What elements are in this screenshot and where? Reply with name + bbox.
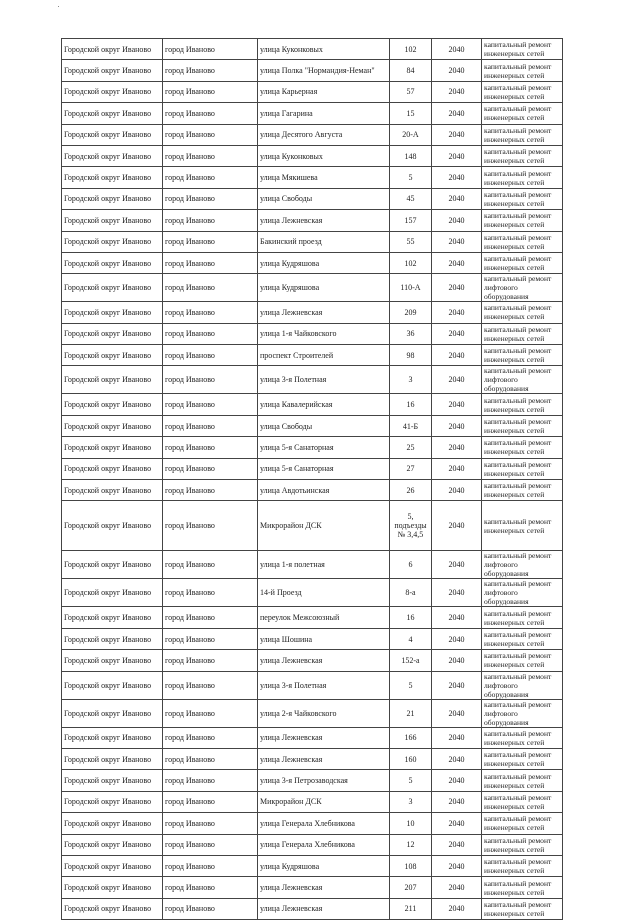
year-cell: 2040 [432, 607, 482, 628]
table-row [62, 480, 563, 501]
house-number-cell: 102 [390, 252, 432, 273]
work-type-cell: капитальный ремонт инженерных сетей [482, 748, 563, 769]
district-cell: Городской округ Иваново [62, 437, 163, 458]
house-number-cell: 16 [390, 394, 432, 415]
table-row [62, 366, 563, 394]
district-cell: Городской округ Иваново [62, 877, 163, 898]
year-cell: 2040 [432, 103, 482, 124]
year-cell: 2040 [432, 480, 482, 501]
city-cell: город Иваново [163, 231, 258, 252]
house-number-cell: 160 [390, 748, 432, 769]
district-cell: Городской округ Иваново [62, 770, 163, 791]
district-cell: Городской округ Иваново [62, 898, 163, 919]
city-cell: город Иваново [163, 770, 258, 791]
table-row [62, 437, 563, 458]
district-cell: Городской округ Иваново [62, 188, 163, 209]
street-cell: улица Кудряшова [258, 274, 390, 302]
table-row [62, 394, 563, 415]
work-type-cell: капитальный ремонт инженерных сетей [482, 628, 563, 649]
year-cell: 2040 [432, 877, 482, 898]
house-number-cell: 98 [390, 345, 432, 366]
house-number-cell: 157 [390, 210, 432, 231]
year-cell: 2040 [432, 579, 482, 607]
house-number-cell: 84 [390, 60, 432, 81]
street-cell: улица Лежневская [258, 877, 390, 898]
district-cell: Городской округ Иваново [62, 167, 163, 188]
work-type-cell: капитальный ремонт инженерных сетей [482, 167, 563, 188]
work-type-cell: капитальный ремонт инженерных сетей [482, 607, 563, 628]
year-cell: 2040 [432, 231, 482, 252]
city-cell: город Иваново [163, 302, 258, 323]
table-row [62, 231, 563, 252]
year-cell: 2040 [432, 855, 482, 876]
year-cell: 2040 [432, 813, 482, 834]
street-cell: улица Генерала Хлебникова [258, 834, 390, 855]
work-type-cell: капитальный ремонт инженерных сетей [482, 480, 563, 501]
work-type-cell: капитальный ремонт лифтового оборудования [482, 671, 563, 699]
city-cell: город Иваново [163, 458, 258, 479]
city-cell: город Иваново [163, 813, 258, 834]
work-type-cell: капитальный ремонт инженерных сетей [482, 323, 563, 344]
district-cell: Городской округ Иваново [62, 501, 163, 551]
table-row [62, 699, 563, 727]
house-number-cell: 10 [390, 813, 432, 834]
house-number-cell: 55 [390, 231, 432, 252]
table-row [62, 834, 563, 855]
work-type-cell: капитальный ремонт инженерных сетей [482, 188, 563, 209]
district-cell: Городской округ Иваново [62, 480, 163, 501]
city-cell: город Иваново [163, 252, 258, 273]
city-cell: город Иваново [163, 727, 258, 748]
year-cell: 2040 [432, 394, 482, 415]
city-cell: город Иваново [163, 699, 258, 727]
year-cell: 2040 [432, 551, 482, 579]
district-cell: Городской округ Иваново [62, 345, 163, 366]
work-type-cell: капитальный ремонт инженерных сетей [482, 415, 563, 436]
work-type-cell: капитальный ремонт инженерных сетей [482, 458, 563, 479]
street-cell: улица 1-я полетная [258, 551, 390, 579]
house-number-cell: 211 [390, 898, 432, 919]
city-cell: город Иваново [163, 345, 258, 366]
house-number-cell: 8-а [390, 579, 432, 607]
table-row [62, 274, 563, 302]
house-number-cell: 166 [390, 727, 432, 748]
district-cell: Городской округ Иваново [62, 323, 163, 344]
city-cell: город Иваново [163, 579, 258, 607]
house-number-cell: 36 [390, 323, 432, 344]
city-cell: город Иваново [163, 898, 258, 919]
street-cell: улица Лежневская [258, 727, 390, 748]
house-number-cell: 41-Б [390, 415, 432, 436]
district-cell: Городской округ Иваново [62, 60, 163, 81]
work-type-cell: капитальный ремонт инженерных сетей [482, 898, 563, 919]
district-cell: Городской округ Иваново [62, 748, 163, 769]
table-row [62, 302, 563, 323]
work-type-cell: капитальный ремонт инженерных сетей [482, 252, 563, 273]
work-type-cell: капитальный ремонт лифтового оборудования [482, 579, 563, 607]
street-cell: улица Десятого Августа [258, 124, 390, 145]
table-row [62, 81, 563, 102]
street-cell: улица 5-я Санаторная [258, 458, 390, 479]
street-cell: улица Лежневская [258, 898, 390, 919]
table-row [62, 39, 563, 60]
city-cell: город Иваново [163, 210, 258, 231]
street-cell: улица Кудряшова [258, 855, 390, 876]
year-cell: 2040 [432, 210, 482, 231]
district-cell: Городской округ Иваново [62, 274, 163, 302]
work-type-cell: капитальный ремонт лифтового оборудования [482, 274, 563, 302]
year-cell: 2040 [432, 770, 482, 791]
table-row [62, 607, 563, 628]
work-type-cell: капитальный ремонт инженерных сетей [482, 345, 563, 366]
street-cell: улица Полка "Нормандия-Неман" [258, 60, 390, 81]
house-number-cell: 110-А [390, 274, 432, 302]
city-cell: город Иваново [163, 628, 258, 649]
year-cell: 2040 [432, 60, 482, 81]
year-cell: 2040 [432, 188, 482, 209]
table-row [62, 551, 563, 579]
year-cell: 2040 [432, 252, 482, 273]
city-cell: город Иваново [163, 39, 258, 60]
table-row [62, 770, 563, 791]
street-cell: улица Куконковых [258, 145, 390, 166]
work-type-cell: капитальный ремонт инженерных сетей [482, 210, 563, 231]
year-cell: 2040 [432, 727, 482, 748]
city-cell: город Иваново [163, 323, 258, 344]
table-row [62, 167, 563, 188]
year-cell: 2040 [432, 437, 482, 458]
city-cell: город Иваново [163, 607, 258, 628]
street-cell: улица Свободы [258, 415, 390, 436]
work-type-cell: капитальный ремонт инженерных сетей [482, 501, 563, 551]
street-cell: улица Генерала Хлебникова [258, 813, 390, 834]
district-cell: Городской округ Иваново [62, 791, 163, 812]
city-cell: город Иваново [163, 274, 258, 302]
table-row [62, 628, 563, 649]
year-cell: 2040 [432, 501, 482, 551]
work-type-cell: капитальный ремонт лифтового оборудования [482, 551, 563, 579]
house-number-cell: 5, подъезды № 3,4,5 [390, 501, 432, 551]
table-row [62, 323, 563, 344]
house-number-cell: 20-А [390, 124, 432, 145]
city-cell: город Иваново [163, 81, 258, 102]
house-number-cell: 152-а [390, 650, 432, 671]
year-cell: 2040 [432, 81, 482, 102]
district-cell: Городской округ Иваново [62, 103, 163, 124]
work-type-cell: капитальный ремонт инженерных сетей [482, 231, 563, 252]
street-cell: улица 5-я Санаторная [258, 437, 390, 458]
city-cell: город Иваново [163, 366, 258, 394]
district-cell: Городской округ Иваново [62, 650, 163, 671]
district-cell: Городской округ Иваново [62, 124, 163, 145]
year-cell: 2040 [432, 671, 482, 699]
house-number-cell: 5 [390, 770, 432, 791]
year-cell: 2040 [432, 898, 482, 919]
work-type-cell: капитальный ремонт инженерных сетей [482, 791, 563, 812]
street-cell: улица 1-я Чайковского [258, 323, 390, 344]
street-cell: улица Карьерная [258, 81, 390, 102]
street-cell: улица 3-я Полетная [258, 671, 390, 699]
house-number-cell: 57 [390, 81, 432, 102]
year-cell: 2040 [432, 366, 482, 394]
work-type-cell: капитальный ремонт инженерных сетей [482, 302, 563, 323]
district-cell: Городской округ Иваново [62, 834, 163, 855]
table-row [62, 145, 563, 166]
table-row [62, 210, 563, 231]
table-row [62, 415, 563, 436]
district-cell: Городской округ Иваново [62, 81, 163, 102]
house-number-cell: 209 [390, 302, 432, 323]
house-number-cell: 21 [390, 699, 432, 727]
city-cell: город Иваново [163, 60, 258, 81]
district-cell: Городской округ Иваново [62, 210, 163, 231]
work-type-cell: капитальный ремонт инженерных сетей [482, 813, 563, 834]
house-number-cell: 25 [390, 437, 432, 458]
work-type-cell: капитальный ремонт инженерных сетей [482, 39, 563, 60]
house-number-cell: 45 [390, 188, 432, 209]
street-cell: улица 2-я Чайковского [258, 699, 390, 727]
table-row [62, 748, 563, 769]
district-cell: Городской округ Иваново [62, 394, 163, 415]
table-row [62, 727, 563, 748]
table-row [62, 345, 563, 366]
house-number-cell: 6 [390, 551, 432, 579]
street-cell: улица Лежневская [258, 748, 390, 769]
district-cell: Городской округ Иваново [62, 628, 163, 649]
street-cell: улица Шошина [258, 628, 390, 649]
district-cell: Городской округ Иваново [62, 458, 163, 479]
city-cell: город Иваново [163, 855, 258, 876]
street-cell: улица Мякишева [258, 167, 390, 188]
year-cell: 2040 [432, 699, 482, 727]
city-cell: город Иваново [163, 124, 258, 145]
street-cell: улица Кавалерийская [258, 394, 390, 415]
table-row [62, 458, 563, 479]
street-cell: Микрорайон ДСК [258, 791, 390, 812]
city-cell: город Иваново [163, 877, 258, 898]
house-number-cell: 5 [390, 167, 432, 188]
table-row [62, 813, 563, 834]
district-cell: Городской округ Иваново [62, 252, 163, 273]
city-cell: город Иваново [163, 103, 258, 124]
work-type-cell: капитальный ремонт инженерных сетей [482, 145, 563, 166]
street-cell: 14-й Проезд [258, 579, 390, 607]
street-cell: улица Гагарина [258, 103, 390, 124]
street-cell: улица Свободы [258, 188, 390, 209]
work-type-cell: капитальный ремонт инженерных сетей [482, 727, 563, 748]
city-cell: город Иваново [163, 834, 258, 855]
district-cell: Городской округ Иваново [62, 671, 163, 699]
house-number-cell: 15 [390, 103, 432, 124]
street-cell: улица Куконковых [258, 39, 390, 60]
year-cell: 2040 [432, 415, 482, 436]
year-cell: 2040 [432, 145, 482, 166]
work-type-cell: капитальный ремонт инженерных сетей [482, 650, 563, 671]
district-cell: Городской округ Иваново [62, 813, 163, 834]
table-row [62, 855, 563, 876]
year-cell: 2040 [432, 345, 482, 366]
city-cell: город Иваново [163, 748, 258, 769]
street-cell: Микрорайон ДСК [258, 501, 390, 551]
table-row [62, 579, 563, 607]
street-cell: улица 3-я Петрозаводская [258, 770, 390, 791]
repair-schedule-table [61, 38, 563, 920]
street-cell: проспект Строителей [258, 345, 390, 366]
work-type-cell: капитальный ремонт инженерных сетей [482, 770, 563, 791]
work-type-cell: капитальный ремонт инженерных сетей [482, 394, 563, 415]
year-cell: 2040 [432, 628, 482, 649]
district-cell: Городской округ Иваново [62, 579, 163, 607]
street-cell: улица Кудряшова [258, 252, 390, 273]
year-cell: 2040 [432, 834, 482, 855]
work-type-cell: капитальный ремонт инженерных сетей [482, 81, 563, 102]
work-type-cell: капитальный ремонт инженерных сетей [482, 103, 563, 124]
street-cell: улица Лежневская [258, 650, 390, 671]
district-cell: Городской округ Иваново [62, 145, 163, 166]
district-cell: Городской округ Иваново [62, 855, 163, 876]
house-number-cell: 207 [390, 877, 432, 898]
street-cell: улица 3-я Полетная [258, 366, 390, 394]
house-number-cell: 108 [390, 855, 432, 876]
table-row [62, 103, 563, 124]
table-body [62, 39, 563, 920]
house-number-cell: 16 [390, 607, 432, 628]
city-cell: город Иваново [163, 501, 258, 551]
district-cell: Городской округ Иваново [62, 551, 163, 579]
year-cell: 2040 [432, 167, 482, 188]
table-row [62, 671, 563, 699]
work-type-cell: капитальный ремонт лифтового оборудования [482, 366, 563, 394]
street-cell: Бакинский проезд [258, 231, 390, 252]
table-row [62, 898, 563, 919]
street-cell: переулок Межсоюзный [258, 607, 390, 628]
district-cell: Городской округ Иваново [62, 699, 163, 727]
district-cell: Городской округ Иваново [62, 366, 163, 394]
house-number-cell: 3 [390, 791, 432, 812]
table-row [62, 501, 563, 551]
district-cell: Городской округ Иваново [62, 231, 163, 252]
district-cell: Городской округ Иваново [62, 607, 163, 628]
district-cell: Городской округ Иваново [62, 39, 163, 60]
district-cell: Городской округ Иваново [62, 302, 163, 323]
city-cell: город Иваново [163, 415, 258, 436]
year-cell: 2040 [432, 302, 482, 323]
year-cell: 2040 [432, 274, 482, 302]
district-cell: Городской округ Иваново [62, 415, 163, 436]
work-type-cell: капитальный ремонт инженерных сетей [482, 437, 563, 458]
work-type-cell: капитальный ремонт инженерных сетей [482, 834, 563, 855]
city-cell: город Иваново [163, 167, 258, 188]
table-row [62, 60, 563, 81]
house-number-cell: 26 [390, 480, 432, 501]
year-cell: 2040 [432, 650, 482, 671]
year-cell: 2040 [432, 458, 482, 479]
district-cell: Городской округ Иваново [62, 727, 163, 748]
table-row [62, 877, 563, 898]
city-cell: город Иваново [163, 145, 258, 166]
house-number-cell: 4 [390, 628, 432, 649]
city-cell: город Иваново [163, 188, 258, 209]
table-row [62, 791, 563, 812]
house-number-cell: 102 [390, 39, 432, 60]
city-cell: город Иваново [163, 551, 258, 579]
table-row [62, 124, 563, 145]
house-number-cell: 3 [390, 366, 432, 394]
city-cell: город Иваново [163, 480, 258, 501]
city-cell: город Иваново [163, 394, 258, 415]
city-cell: город Иваново [163, 650, 258, 671]
scan-speck [58, 6, 59, 7]
work-type-cell: капитальный ремонт лифтового оборудования [482, 699, 563, 727]
street-cell: улица Лежневская [258, 210, 390, 231]
city-cell: город Иваново [163, 437, 258, 458]
street-cell: улица Авдотьинская [258, 480, 390, 501]
work-type-cell: капитальный ремонт инженерных сетей [482, 855, 563, 876]
house-number-cell: 27 [390, 458, 432, 479]
house-number-cell: 5 [390, 671, 432, 699]
year-cell: 2040 [432, 39, 482, 60]
table-row [62, 188, 563, 209]
year-cell: 2040 [432, 748, 482, 769]
work-type-cell: капитальный ремонт инженерных сетей [482, 60, 563, 81]
table-row [62, 252, 563, 273]
work-type-cell: капитальный ремонт инженерных сетей [482, 124, 563, 145]
table-row [62, 650, 563, 671]
year-cell: 2040 [432, 791, 482, 812]
year-cell: 2040 [432, 124, 482, 145]
year-cell: 2040 [432, 323, 482, 344]
house-number-cell: 148 [390, 145, 432, 166]
street-cell: улица Лежневская [258, 302, 390, 323]
house-number-cell: 12 [390, 834, 432, 855]
city-cell: город Иваново [163, 791, 258, 812]
work-type-cell: капитальный ремонт инженерных сетей [482, 877, 563, 898]
city-cell: город Иваново [163, 671, 258, 699]
